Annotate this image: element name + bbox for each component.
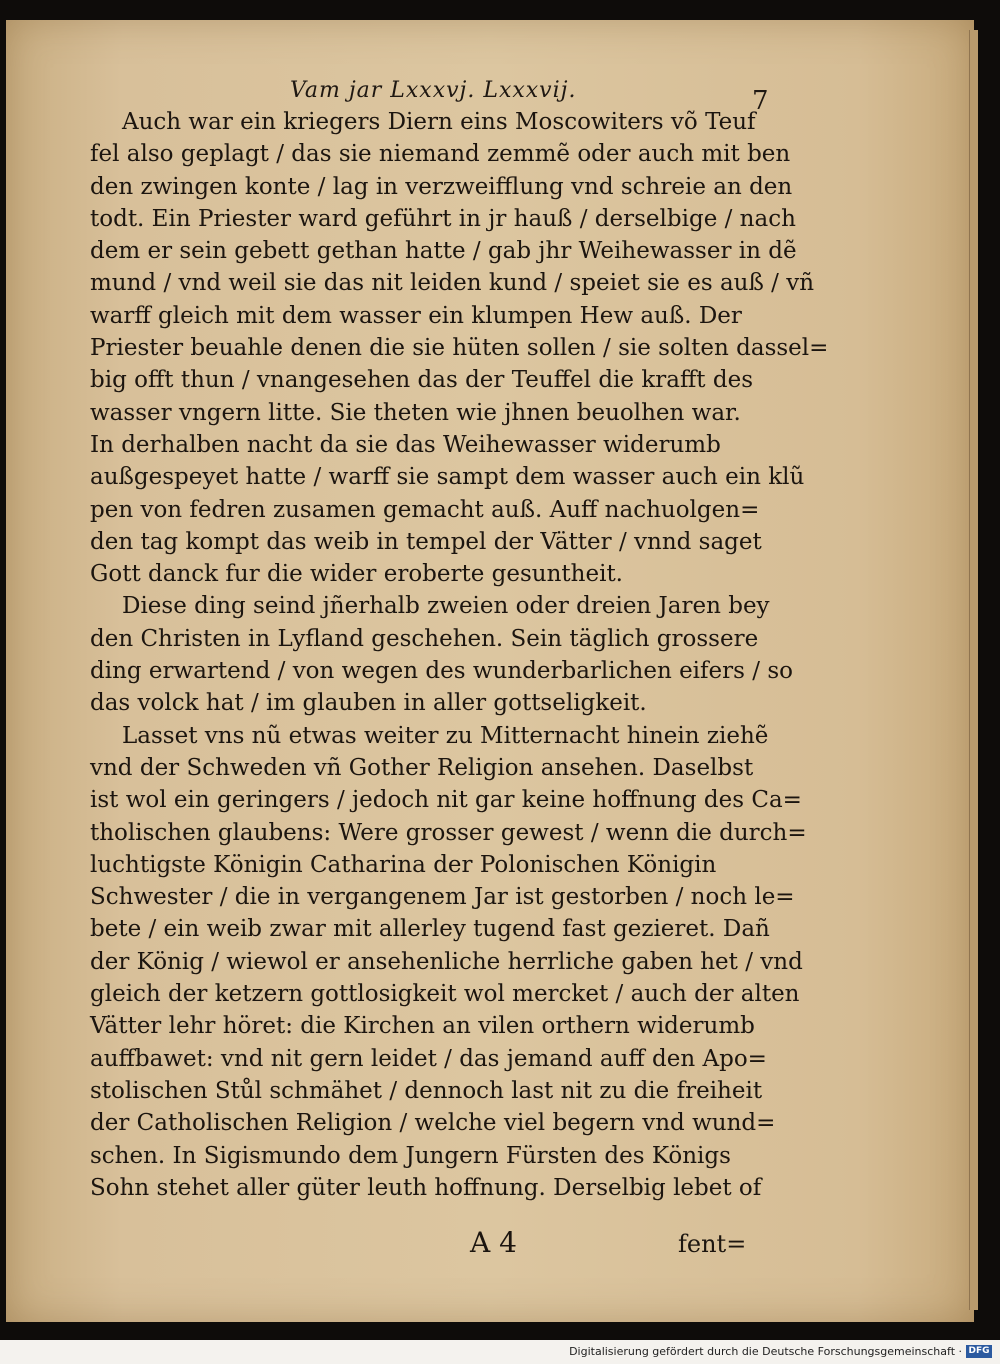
text-line: der König / wiewol er ansehenliche herrliche gaben het / vnd <box>90 948 803 975</box>
text-line: gleich der ketzern gottlosigkeit wol mercket / auch der alten <box>90 981 800 1008</box>
running-head: Vam jar Lxxxvj. Lxxxvij. <box>290 78 577 103</box>
text-line: stolischen Stůl schmähet / dennoch last nit zu die freiheit <box>90 1077 763 1104</box>
text-line: wasser vngern litte. Sie theten wie jhnen beuolhen war. <box>90 399 741 426</box>
text-line: tholischen glaubens: Were grosser gewest / wenn die durch= <box>90 819 807 846</box>
signature-mark: A 4 <box>470 1226 517 1259</box>
text-line: Lasset vns nũ etwas weiter zu Mitternacht hinein ziehẽ <box>122 722 769 749</box>
text-line: Gott danck fur die wider eroberte gesuntheit. <box>90 561 623 588</box>
text-line: den zwingen konte / lag in verzweifflung vnd schreie an den <box>90 173 793 200</box>
text-line: mund / vnd weil sie das nit leiden kund / speiet sie es auß / vñ <box>90 270 815 297</box>
text-line: pen von fedren zusamen gemacht auß. Auff nachuolgen= <box>90 496 760 523</box>
text-line: Schwester / die in vergangenem Jar ist gestorben / noch le= <box>90 884 795 911</box>
text-line: ist wol ein geringers / jedoch nit gar keine hoffnung des Ca= <box>90 787 802 814</box>
text-line: Vätter lehr höret: die Kirchen an vilen orthern widerumb <box>90 1013 755 1040</box>
footer-credit: Digitalisierung gefördert durch die Deutsche Forschungsgemeinschaft · <box>569 1345 962 1358</box>
page-number: 7 <box>752 86 769 116</box>
text-line: big offt thun / vnangesehen das der Teuffel die krafft des <box>90 367 754 394</box>
text-line: den Christen in Lyfland geschehen. Sein täglich grossere <box>90 625 759 652</box>
text-line: luchtigste Königin Catharina der Polonischen Königin <box>90 851 717 878</box>
text-line: bete / ein weib zwar mit allerley tugend fast gezieret. Dañ <box>90 916 770 943</box>
text-line: auffbawet: vnd nit gern leidet / das jemand auff den Apo= <box>90 1045 767 1072</box>
text-line: In derhalben nacht da sie das Weihewasser widerumb <box>90 431 721 458</box>
text-line: todt. Ein Priester ward geführt in jr hauß / derselbige / nach <box>90 205 796 232</box>
text-line: warff gleich mit dem wasser ein klumpen Hew auß. Der <box>90 302 742 329</box>
text-line: Sohn stehet aller güter leuth hoffnung. Derselbig lebet of <box>90 1174 762 1201</box>
text-line: Priester beuahle denen die sie hüten sollen / sie solten dassel= <box>90 335 829 362</box>
text-line: Auch war ein kriegers Diern eins Moscowiters võ Teuf <box>122 109 756 135</box>
catchword: fent= <box>678 1230 747 1258</box>
body-text <box>90 106 829 1204</box>
text-line: schen. In Sigismundo dem Jungern Fürsten des Königs <box>90 1142 731 1169</box>
text-line: Diese ding seind jñerhalb zweien oder dreien Jaren bey <box>122 593 770 620</box>
text-line: der Catholischen Religion / welche viel begern vnd wund= <box>90 1110 776 1137</box>
text-line: fel also geplagt / das sie niemand zemmẽ oder auch mit ben <box>90 141 791 168</box>
text-line: ding erwartend / von wegen des wunderbarlichen eifers / so <box>90 658 793 685</box>
text-line: vnd der Schweden vñ Gother Religion ansehen. Daselbst <box>90 754 754 781</box>
text-line: außgespeyet hatte / warff sie sampt dem wasser auch ein klũ <box>90 464 805 491</box>
text-line: das volck hat / im glauben in aller gottseligkeit. <box>90 690 647 717</box>
text-line: dem er sein gebett gethan hatte / gab jhr Weihewasser in dẽ <box>90 238 797 265</box>
digitization-footer <box>0 1340 1000 1364</box>
text-line: den tag kompt das weib in tempel der Vätter / vnnd saget <box>90 528 762 555</box>
dfg-logo-icon: DFG <box>966 1345 992 1358</box>
